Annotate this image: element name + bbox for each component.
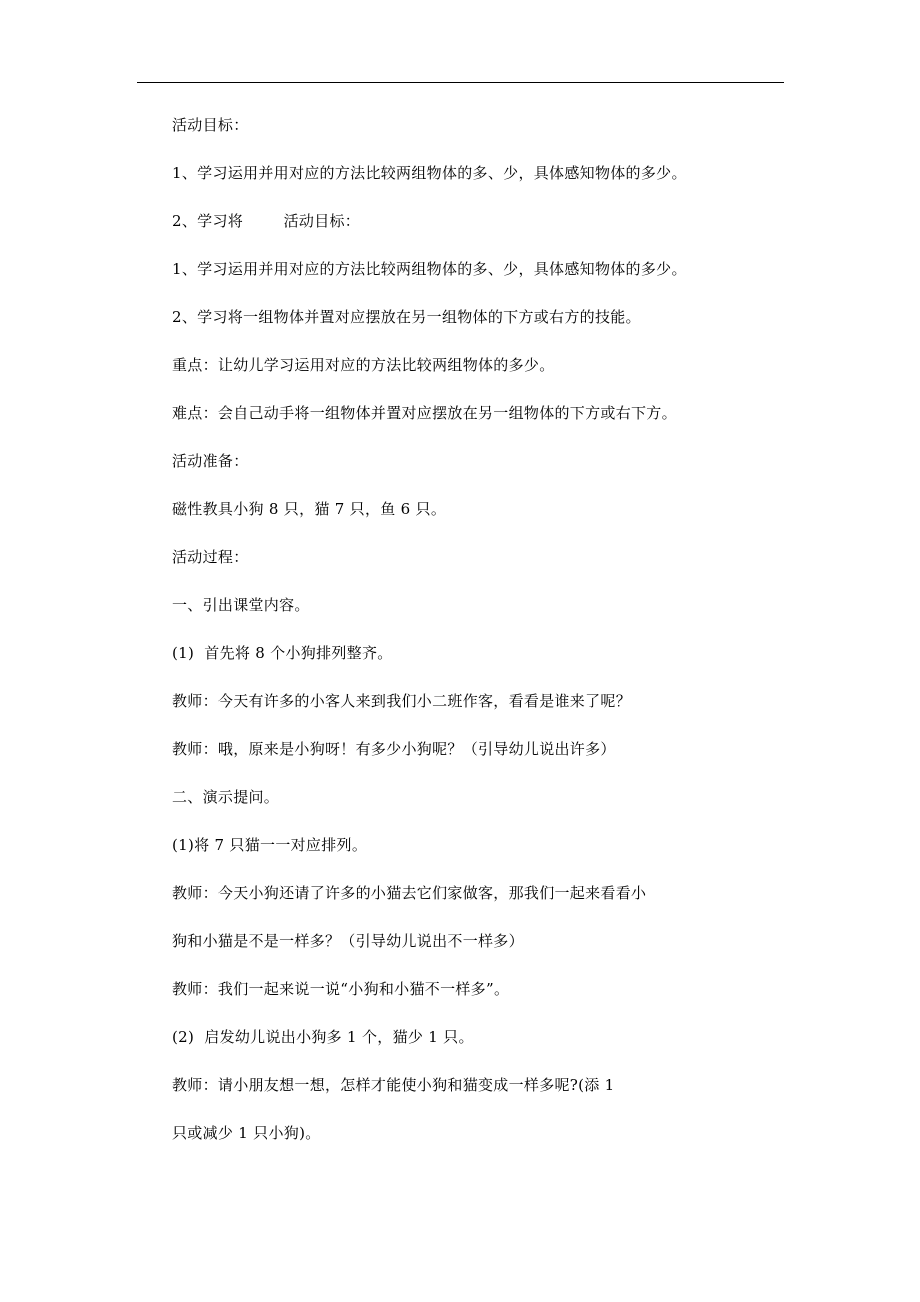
doc-line-16: (1)将 7 只猫一一对应排列。 bbox=[172, 836, 368, 854]
doc-line-13: 教师：今天有许多的小客人来到我们小二班作客，看看是谁来了呢？ bbox=[172, 692, 632, 710]
doc-line-18: 狗和小猫是不是一样多？（引导幼儿说出不一样多） bbox=[172, 932, 524, 950]
doc-line-21: 教师：请小朋友想一想，怎样才能使小狗和猫变成一样多呢?(添 1 bbox=[172, 1076, 615, 1094]
doc-line-20: (2) 启发幼儿说出小狗多 1 个，猫少 1 只。 bbox=[172, 1028, 474, 1046]
doc-line-22: 只或减少 1 只小狗)。 bbox=[172, 1124, 321, 1142]
doc-line-1: 活动目标： bbox=[172, 116, 249, 134]
header-rule bbox=[137, 82, 784, 83]
doc-line-5: 2、学习将一组物体并置对应摆放在另一组物体的下方或右方的技能。 bbox=[172, 308, 641, 326]
doc-line-2: 1、学习运用并用对应的方法比较两组物体的多、少，具体感知物体的多少。 bbox=[172, 164, 687, 182]
doc-line-7: 难点：会自己动手将一组物体并置对应摆放在另一组物体的下方或右下方。 bbox=[172, 404, 677, 422]
doc-line-4: 1、学习运用并用对应的方法比较两组物体的多、少，具体感知物体的多少。 bbox=[172, 260, 687, 278]
doc-line-15: 二、演示提问。 bbox=[172, 788, 280, 806]
doc-line-6: 重点：让幼儿学习运用对应的方法比较两组物体的多少。 bbox=[172, 356, 555, 374]
doc-line-8: 活动准备： bbox=[172, 452, 249, 470]
doc-line-12: (1) 首先将 8 个小狗排列整齐。 bbox=[172, 644, 393, 662]
doc-line-3: 2、学习将 活动目标： bbox=[172, 212, 361, 230]
doc-line-10: 活动过程： bbox=[172, 548, 249, 566]
doc-line-14: 教师：哦，原来是小狗呀！有多少小狗呢？（引导幼儿说出许多） bbox=[172, 740, 616, 758]
doc-line-17: 教师：今天小狗还请了许多的小猫去它们家做客，那我们一起来看看小 bbox=[172, 884, 647, 902]
doc-line-11: 一、引出课堂内容。 bbox=[172, 596, 310, 614]
doc-line-19: 教师：我们一起来说一说“小狗和小猫不一样多”。 bbox=[172, 980, 510, 998]
doc-line-9: 磁性教具小狗 8 只，猫 7 只，鱼 6 只。 bbox=[172, 500, 447, 518]
